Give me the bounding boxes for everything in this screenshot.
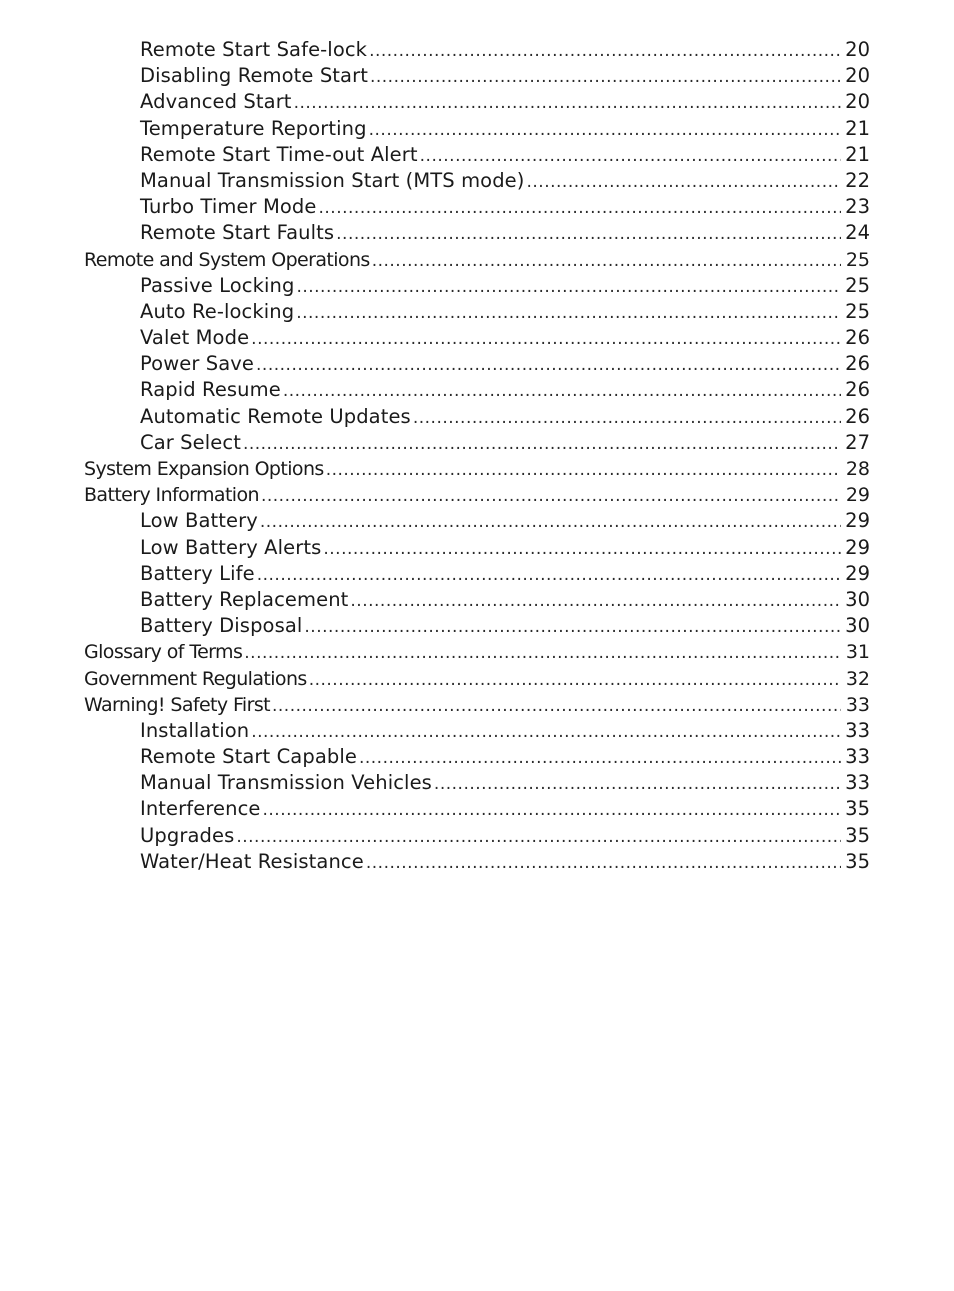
dot-leader — [236, 824, 841, 849]
toc-entry-title: Temperature Reporting — [140, 116, 367, 140]
toc-entry-title: Rapid Resume — [140, 378, 281, 402]
toc-entry-title: Installation — [140, 718, 250, 742]
toc-subsection-entry[interactable] — [84, 325, 870, 351]
toc-section-entry[interactable] — [84, 692, 870, 718]
toc-entry-page-number: 22 — [845, 168, 870, 192]
toc-subsection-entry[interactable] — [84, 404, 870, 430]
toc-entry-title: Warning! Safety First — [84, 693, 270, 716]
toc-entry-title: Interference — [140, 797, 261, 821]
dot-leader — [372, 248, 841, 273]
toc-entry-page-number: 21 — [845, 116, 870, 140]
dot-leader — [413, 405, 841, 430]
toc-entry-title: Automatic Remote Updates — [140, 404, 411, 428]
dot-leader — [263, 797, 842, 822]
toc-entry-title: Power Save — [140, 352, 255, 376]
toc-subsection-entry[interactable] — [84, 37, 870, 63]
toc-entry-page-number: 26 — [845, 326, 870, 350]
toc-entry-title: Battery Disposal — [140, 614, 303, 638]
toc-entry-page-number: 33 — [845, 771, 870, 795]
toc-entry-page-number: 33 — [845, 718, 870, 742]
toc-entry-page-number: 20 — [845, 90, 870, 114]
toc-entry-title: Manual Transmission Vehicles — [140, 771, 432, 795]
toc-entry-page-number: 28 — [845, 458, 870, 480]
dot-leader — [294, 90, 841, 115]
dot-leader — [261, 483, 841, 508]
toc-entry-title: Battery Life — [140, 561, 255, 585]
toc-entry-page-number: 29 — [845, 509, 870, 533]
dot-leader — [309, 667, 841, 692]
toc-entry-title: Government Regulations — [84, 667, 307, 690]
toc-entry-title: Remote Start Safe-lock — [140, 38, 368, 61]
toc-subsection-entry[interactable] — [84, 430, 870, 456]
dot-leader — [251, 326, 841, 351]
dot-leader — [370, 64, 841, 89]
dot-leader — [420, 143, 841, 168]
dot-leader — [359, 745, 841, 770]
toc-entry-title: Manual Transmission Start (MTS mode) — [140, 168, 525, 192]
toc-subsection-entry[interactable] — [84, 535, 870, 561]
toc-entry-page-number: 31 — [845, 641, 870, 664]
toc-entry-page-number: 21 — [845, 142, 870, 166]
toc-subsection-entry[interactable] — [84, 142, 870, 168]
toc-entry-title: Low Battery — [140, 509, 258, 533]
toc-subsection-entry[interactable] — [84, 744, 870, 770]
toc-entry-page-number: 26 — [845, 378, 870, 402]
dot-leader — [260, 509, 841, 534]
dot-leader — [323, 536, 841, 561]
toc-entry-page-number: 35 — [845, 797, 870, 821]
toc-subsection-entry[interactable] — [84, 299, 870, 325]
toc-entry-page-number: 29 — [845, 561, 870, 585]
toc-entry-title: Advanced Start — [140, 90, 292, 114]
toc-entry-title: Remote Start Capable — [140, 745, 357, 769]
toc-entry-page-number: 24 — [845, 221, 870, 245]
toc-section-entry[interactable] — [84, 666, 870, 692]
toc-entry-title: Remote and System Operations — [84, 248, 370, 271]
toc-subsection-entry[interactable] — [84, 377, 870, 403]
toc-entry-title: Turbo Timer Mode — [140, 195, 317, 219]
toc-entry-page-number: 29 — [845, 535, 870, 559]
toc-entry-page-number: 33 — [845, 693, 870, 716]
toc-entry-page-number: 32 — [845, 667, 870, 690]
toc-section-entry[interactable] — [84, 456, 870, 482]
dot-leader — [304, 614, 841, 639]
dot-leader — [272, 693, 841, 718]
dot-leader — [319, 195, 842, 220]
toc-subsection-entry[interactable] — [84, 561, 870, 587]
toc-subsection-entry[interactable] — [84, 63, 870, 89]
toc-subsection-entry[interactable] — [84, 770, 870, 796]
toc-subsection-entry[interactable] — [84, 194, 870, 220]
toc-subsection-entry[interactable] — [84, 587, 870, 613]
dot-leader — [283, 378, 841, 403]
dot-leader — [243, 431, 841, 456]
dot-leader — [244, 640, 841, 665]
table-of-contents — [84, 37, 870, 875]
toc-entry-title: Glossary of Terms — [84, 641, 243, 664]
toc-entry-title: System Expansion Options — [84, 458, 324, 480]
toc-subsection-entry[interactable] — [84, 613, 870, 639]
toc-subsection-entry[interactable] — [84, 273, 870, 299]
toc-entry-title: Auto Re-locking — [140, 299, 295, 323]
toc-entry-page-number: 26 — [845, 404, 870, 428]
dot-leader — [256, 352, 841, 377]
dot-leader — [434, 771, 841, 796]
toc-entry-title: Car Select — [140, 430, 241, 454]
toc-entry-page-number: 35 — [845, 823, 870, 847]
toc-entry-page-number: 35 — [845, 849, 870, 873]
toc-entry-page-number: 27 — [845, 430, 870, 454]
toc-entry-title: Remote Start Time-out Alert — [140, 142, 418, 166]
toc-subsection-entry[interactable] — [84, 220, 870, 246]
toc-entry-page-number: 20 — [845, 64, 870, 88]
toc-subsection-entry[interactable] — [84, 89, 870, 115]
dot-leader — [527, 169, 842, 194]
toc-entry-page-number: 30 — [845, 587, 870, 611]
toc-entry-page-number: 25 — [845, 299, 870, 323]
toc-entry-page-number: 26 — [845, 352, 870, 376]
toc-entry-title: Low Battery Alerts — [140, 535, 322, 559]
dot-leader — [369, 38, 841, 63]
dot-leader — [296, 274, 841, 299]
toc-entry-title: Valet Mode — [140, 326, 250, 350]
toc-entry-page-number: 25 — [845, 248, 870, 271]
dot-leader — [336, 221, 841, 246]
toc-entry-page-number: 25 — [845, 273, 870, 297]
toc-entry-page-number: 20 — [845, 38, 870, 61]
toc-entry-title: Passive Locking — [140, 273, 295, 297]
toc-entry-title: Disabling Remote Start — [140, 64, 368, 88]
toc-entry-title: Battery Information — [84, 484, 259, 507]
dot-leader — [350, 588, 841, 613]
toc-subsection-entry[interactable] — [84, 718, 870, 744]
dot-leader — [326, 457, 841, 482]
toc-entry-page-number: 23 — [845, 195, 870, 219]
toc-subsection-entry[interactable] — [84, 168, 870, 194]
toc-entry-title: Water/Heat Resistance — [140, 849, 364, 873]
toc-section-entry[interactable] — [84, 482, 870, 508]
dot-leader — [257, 562, 841, 587]
dot-leader — [366, 850, 841, 875]
toc-subsection-entry[interactable] — [84, 508, 870, 534]
dot-leader — [251, 719, 841, 744]
toc-entry-page-number: 33 — [845, 745, 870, 769]
dot-leader — [296, 300, 841, 325]
toc-subsection-entry[interactable] — [84, 116, 870, 142]
toc-entry-page-number: 30 — [845, 614, 870, 638]
toc-entry-page-number: 29 — [845, 484, 870, 507]
toc-entry-title: Remote Start Faults — [140, 221, 335, 245]
dot-leader — [369, 117, 841, 142]
toc-subsection-entry[interactable] — [84, 351, 870, 377]
toc-section-entry[interactable] — [84, 247, 870, 273]
toc-entry-title: Upgrades — [140, 823, 235, 847]
toc-section-entry[interactable] — [84, 639, 870, 665]
toc-subsection-entry[interactable] — [84, 796, 870, 822]
toc-entry-title: Battery Replacement — [140, 587, 349, 611]
toc-subsection-entry[interactable] — [84, 823, 870, 849]
toc-subsection-entry[interactable] — [84, 849, 870, 875]
